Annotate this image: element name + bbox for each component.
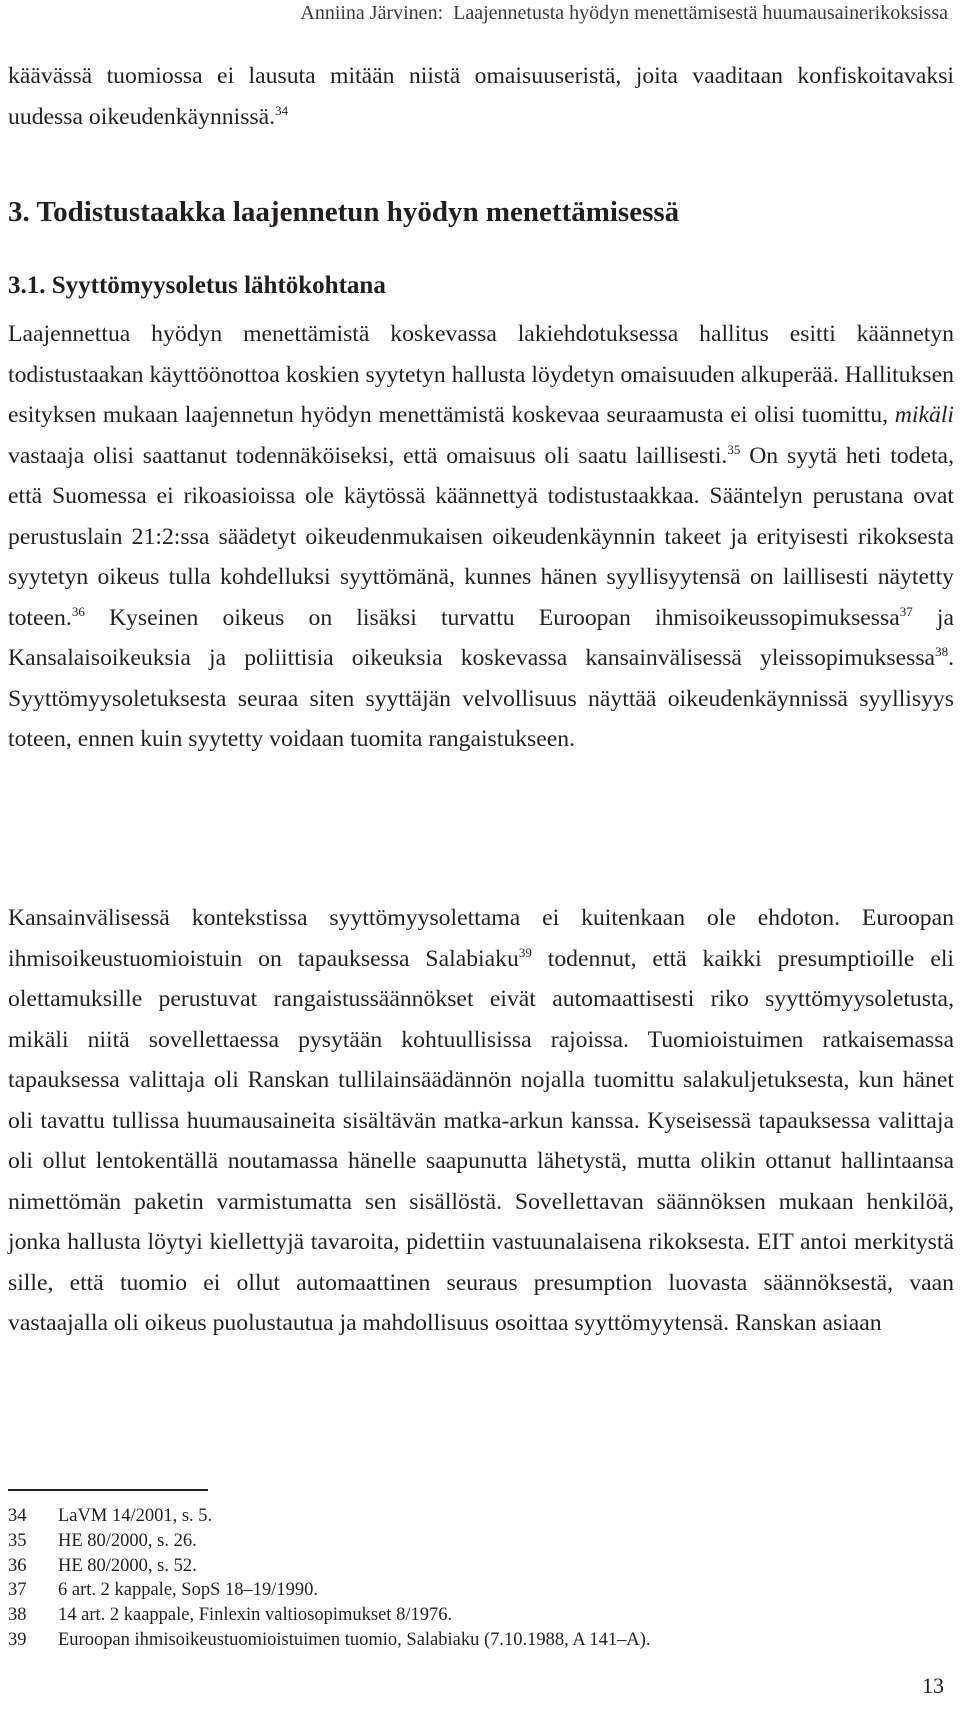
paragraph-2: [8, 898, 954, 1344]
footnote-number: 36: [8, 1555, 27, 1576]
p2-text-a: Kansainvälisessä kontekstissa syyttömyysolettama ei kuitenkaan ole ehdoton. Euroopan ihmisoikeustuomioistuin on tapauksessa Salabiaku: [8, 905, 954, 972]
p1-text-f: . Syyttömyysoletuksesta seuraa siten syyttäjän velvollisuus näyttää oikeudenkäynnissä syyllisyys toteen, ennen kuin syytetty voidaan tuomita rangaistukseen.: [8, 645, 954, 752]
paragraph-1: [8, 314, 954, 760]
footnote-number: 35: [8, 1530, 27, 1551]
footnote-number: 34: [8, 1506, 27, 1526]
footnote-ref-38: 38: [935, 644, 949, 660]
footnote-ref-34: 34: [275, 102, 289, 118]
footnote-number: 39: [8, 1629, 27, 1650]
subsection-heading: 3.1. Syyttömyysoletus lähtökohtana: [8, 272, 386, 299]
footnote-text: HE 80/2000, s. 52.: [58, 1555, 197, 1576]
footnote-ref-35: 35: [727, 441, 741, 457]
footnote-text: LaVM 14/2001, s. 5.: [58, 1506, 213, 1526]
footnotes-list: [8, 1504, 650, 1653]
p1-text-c: On syytä heti todeta, että Suomessa ei rikoasioissa ole käytössä käännettyä todistustaakkaa. Sääntelyn perustana ovat perustuslain 21:2:ssa säädetyt oikeudenmukaisen oikeudenkäynnin takeet ja erityisesti rikoksesta syytetyn oikeus tulla kohdelluksi syyttömänä, kunnes hänen syyllisyytensä on laillisesti näytetty toteen.: [8, 442, 954, 631]
p2-text-b: todennut, että kaikki presumptioille eli olettamuksille perustuvat rangaistussäännökset eivät automaattisesti riko syyttömyysoletusta, mikäli niitä sovellettaessa pysytään kohtuullisissa rajoissa. Tuomioistuimen ratkaisemassa tapauksessa valittaja oli Ranskan tullilainsäädännön nojalla tuomittu salakuljetuksesta, kun hänet oli tavattu tullissa huumausaineita sisältävän matka-arkun kanssa. Kyseisessä tapauksessa valittaja oli ollut lentokentällä noutamassa hänelle saapunutta lähetystä, mutta olikin ottanut hallintaansa nimettömän paketin varmistumatta sen sisällöstä. Sovellettavan säännöksen mukaan henkilöä, jonka hallusta löytyi kiellettyjä tavaroita, pidettiin vastuunalaisena rikoksesta. EIT antoi merkitystä sille, että tuomio ei ollut automaattinen seuraus presumption luovasta säännöksestä, vaan vastaajalla oli oikeus puolustautua ja mahdollisuus osoittaa syyttömyytensä. Ranskan asiaan: [8, 945, 955, 1336]
footnote-number: 37: [8, 1580, 27, 1601]
intro-paragraph: [8, 56, 954, 137]
footnote-text: HE 80/2000, s. 26.: [58, 1530, 197, 1551]
section-heading: 3. Todistustaakka laajennetun hyödyn menettämisessä: [8, 196, 680, 228]
footnote-text: 6 art. 2 kappale, SopS 18–19/1990.: [58, 1580, 319, 1601]
footnote-number: 38: [8, 1605, 27, 1626]
footnote-text: 14 art. 2 kaappale, Finlexin valtiosopimukset 8/1976.: [58, 1605, 453, 1626]
header-title: Laajennetusta hyödyn menettämisestä huumausainerikoksissa: [453, 2, 948, 24]
p1-italic: mikäli: [894, 402, 954, 428]
page-number: 13: [922, 1673, 944, 1698]
p1-text-e: ja Kansalaisoikeuksia ja poliittisia oikeuksia koskevassa kansainvälisessä yleissopimuksessa: [8, 604, 954, 671]
footnote-ref-37: 37: [899, 603, 913, 619]
footnote-item: [8, 1603, 650, 1628]
intro-text: käävässä tuomiossa ei lausuta mitään niistä omaisuuseristä, joita vaaditaan konfiskoitavaksi uudessa oikeudenkäynnissä.: [8, 63, 954, 130]
footnote-ref-36: 36: [71, 603, 85, 619]
header-author: Anniina Järvinen:: [300, 2, 444, 24]
footnote-item: [8, 1628, 650, 1653]
footnote-item: [8, 1504, 650, 1529]
footnote-text: Euroopan ihmisoikeustuomioistuimen tuomio, Salabiaku (7.10.1988, A 141–A).: [58, 1629, 651, 1650]
footnote-ref-39: 39: [518, 944, 532, 960]
footnote-item: [8, 1529, 650, 1554]
footnote-item: [8, 1554, 650, 1579]
footnote-divider: [8, 1489, 208, 1491]
running-header: [300, 2, 948, 25]
p1-text-a: Laajennettua hyödyn menettämistä koskevassa lakiehdotuksessa hallitus esitti käännetyn todistustaakan käyttöönottoa koskien syytetyn hallusta löydetyn omaisuuden alkuperää. Hallituksen esityksen mukaan laajennetun hyödyn menettämistä koskevaa seuraamusta ei olisi tuomittu,: [8, 321, 954, 428]
footnote-item: [8, 1578, 650, 1603]
p1-text-b: vastaaja olisi saattanut todennäköiseksi, että omaisuus oli saatu laillisesti.: [8, 442, 728, 469]
p1-text-d: Kyseinen oikeus on lisäksi turvattu Euroopan ihmisoikeussopimuksessa: [108, 604, 900, 631]
